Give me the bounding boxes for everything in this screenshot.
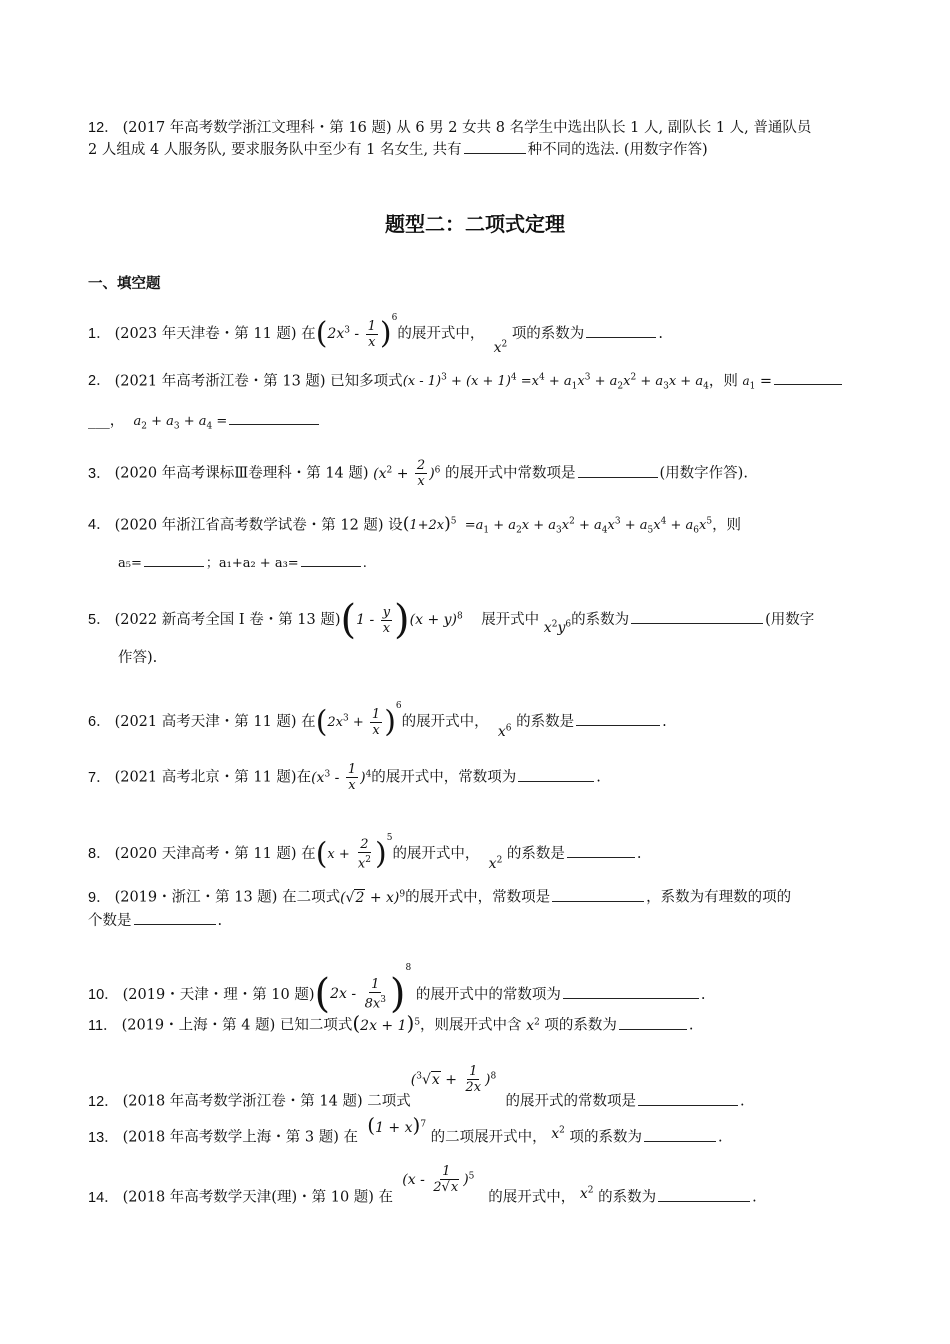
problem-text: a₅=: [118, 556, 142, 571]
problem-number: 5．: [88, 612, 111, 628]
problem-13: [88, 1112, 723, 1148]
problem-number: 4．: [88, 517, 111, 534]
problem-6: [88, 696, 667, 738]
problem-source: (2018 年高考数学浙江卷・第 14 题) 二项式: [122, 1093, 411, 1110]
math-expression: $(1+2x)^5 =a_1 + a_2x + a_3x^2 + a_4x^3 + a_5x^4 + a_6x^5$: [402, 514, 713, 536]
problem-text: .: [217, 913, 223, 929]
answer-blank[interactable]: [229, 410, 319, 425]
problem-number: 8．: [88, 846, 111, 862]
math-term: $a_2 + a_3 + a_4$ =: [133, 414, 228, 432]
problem-source: (2020 年高考课标Ⅲ卷理科・第 14 题): [114, 465, 369, 482]
math-expression: ($x^2$ + $\frac{2}{x}$ )$^6$: [373, 458, 441, 489]
problem-number: 1．: [88, 326, 111, 342]
math-term: $x^2$: [493, 339, 508, 356]
problem-text: 的展开式的常数项是: [505, 1093, 636, 1110]
problem-source: (2019・浙江・第 13 题) 在二项式: [114, 889, 341, 906]
answer-blank[interactable]: [134, 910, 216, 925]
problem-source: (2023 年天津卷・第 11 题) 在: [114, 326, 316, 342]
answer-blank[interactable]: [464, 139, 526, 154]
problem-1: [88, 308, 663, 356]
problem-text: ，则: [708, 373, 738, 390]
math-expression: $(2x + 1)^5$: [352, 1010, 421, 1035]
problem-text: (用数字作答).: [659, 465, 748, 482]
math-expression: (1 - $\frac{y}{x}$ )$(x + y)^8$: [340, 597, 463, 643]
math-expression: ($^3$√x + $\frac{1}{2x}$ )$^8$: [410, 1064, 497, 1095]
problem-5: [88, 597, 815, 643]
problem-text: .: [662, 714, 667, 730]
problem-2: 2． (2021 年高考浙江卷・第 13 题) 已知多项式$(x - 1)^3 + (x + 1)^4 =x^4 + a_1x^3 + a_2x^2 + a_3x + a_4$，则 $a_1$ =: [88, 368, 844, 397]
problem-number: 10．: [88, 987, 119, 1003]
problem-source: (2022 新高考全国 I 卷・第 13 题): [114, 612, 341, 628]
problem-source: (2018 年高考数学天津(理)・第 10 题) 在: [122, 1189, 394, 1206]
problem-text: 的系数为: [598, 1189, 657, 1206]
problem-source: (2021 年高考浙江卷・第 13 题) 已知多项式: [114, 373, 403, 390]
math-expression: $(√2 + x)^9$: [340, 889, 406, 906]
problem-14: [88, 1164, 757, 1213]
problem-4-line-2: [118, 552, 367, 574]
problem-number: 3．: [88, 465, 111, 482]
problem-text: .: [739, 1093, 745, 1110]
problem-source: (2019・天津・理・第 10 题): [122, 987, 315, 1003]
problem-text: 展开式中: [481, 612, 540, 628]
math-expression: $(1 + x)^7$: [367, 1112, 427, 1137]
subsection-heading: 一、填空题: [88, 276, 161, 292]
problem-text: .: [362, 556, 367, 571]
problem-text: (用数字: [765, 612, 815, 628]
problem-9-line-2: [88, 910, 222, 931]
section-title: 题型二：二项式定理: [385, 212, 565, 236]
problem-5-line-2: [118, 648, 157, 668]
problem-text: 的展开式中，: [401, 714, 489, 730]
problem-source: (2020 天津高考・第 11 题) 在: [114, 846, 316, 862]
problem-number: 11．: [88, 1017, 118, 1034]
problem-3: [88, 458, 748, 489]
problem-text: .: [752, 1189, 757, 1206]
answer-blank[interactable]: [563, 984, 699, 999]
problem-text: ；a₁+a₂ + a₃=: [205, 556, 299, 571]
problem-text: 的展开式中，: [397, 326, 485, 342]
prev-problem-text-1: (2017 年高考数学浙江文理科・第 16 题) 从 6 男 2 女共 8 名学生中选出队长 1 人, 副队长 1 人, 普通队员: [122, 120, 812, 136]
answer-blank[interactable]: [658, 1187, 750, 1202]
answer-blank[interactable]: [619, 1015, 687, 1030]
problem-number: 2．: [88, 373, 111, 390]
problem-number: 9．: [88, 889, 111, 906]
answer-blank[interactable]: [518, 767, 594, 782]
problem-text: 的展开式中，常数项为: [371, 769, 517, 786]
problem-text: 在: [296, 769, 312, 786]
math-term: $x^2$: [488, 855, 503, 872]
answer-blank[interactable]: [644, 1127, 716, 1142]
problem-text: 的系数是: [516, 714, 575, 730]
problem-text: ，系数为有理数的项的: [646, 889, 792, 906]
problem-number: 13．: [88, 1129, 119, 1146]
problem-text: 的展开式中，: [488, 1189, 576, 1206]
problem-number: 7．: [88, 769, 111, 786]
math-expression: ($2x^3$ - $\frac{1}{x}$ )$^6$: [315, 313, 398, 351]
answer-blank[interactable]: [578, 463, 658, 478]
answer-blank[interactable]: [586, 323, 656, 338]
math-expression: (2x - $\frac{1}{8x^3}$ )$^8$: [314, 963, 412, 1017]
math-expression: $(x - 1)^3 + (x + 1)^4 =x^4 + a_1x^3 + a_2x^2 + a_3x + a_4$: [402, 373, 709, 392]
problem-number: 14．: [88, 1189, 119, 1206]
math-expression: ($x^3$ - $\frac{1}{x}$ )$^4$: [311, 762, 372, 793]
answer-blank[interactable]: [576, 711, 660, 726]
problem-7: [88, 762, 601, 793]
answer-blank[interactable]: [631, 609, 763, 624]
problem-source: (2021 高考北京・第 11 题): [114, 769, 297, 786]
problem-text: .: [596, 769, 601, 786]
problem-text: .: [688, 1017, 694, 1034]
problem-text: .: [700, 987, 706, 1003]
prev-problem-text-2a: 2 人组成 4 人服务队, 要求服务队中至少有 1 名女生, 共有: [88, 142, 462, 158]
problem-source: (2020 年浙江省高考数学试卷・第 12 题) 设: [114, 517, 403, 534]
problem-source: (2018 年高考数学上海・第 3 题) 在: [122, 1129, 359, 1146]
problem-number: 12．: [88, 1093, 119, 1110]
math-term: $x^6$: [497, 723, 512, 740]
problem-text: .: [658, 326, 663, 342]
problem-source: (2021 高考天津・第 11 题) 在: [114, 714, 316, 730]
math-term: $x^2$: [526, 1017, 540, 1034]
math-term: $x^2$: [579, 1184, 594, 1202]
problem-text: 的系数是: [506, 846, 565, 862]
answer-blank[interactable]: [144, 552, 204, 567]
answer-blank[interactable]: [774, 370, 842, 385]
math-term: $x^2y^6$: [543, 619, 572, 636]
problem-text: 个数是: [88, 913, 132, 929]
problem-11: [88, 1012, 694, 1036]
math-expression: (x - $\frac{1}{2√x}$ )$^5$: [402, 1164, 475, 1195]
problem-text: 的系数为: [571, 612, 630, 628]
problem-text: ___，: [88, 413, 125, 429]
answer-blank[interactable]: [567, 843, 635, 858]
problem-text: ，则: [712, 517, 742, 534]
problem-text: 项的系数为: [569, 1129, 643, 1146]
problem-number: 6．: [88, 714, 111, 730]
problem-text: 项的系数为: [544, 1017, 617, 1034]
math-expression: (x + $\frac{2}{x^2}$ )$^5$: [315, 833, 393, 872]
answer-blank[interactable]: [552, 887, 644, 902]
problem-text: 的展开式中，常数项是: [405, 889, 551, 906]
problem-text: ，则展开式中含: [420, 1017, 522, 1034]
prev-problem-number: 12．: [88, 120, 119, 136]
math-term: $a_1$: [742, 374, 756, 392]
problem-9: [88, 884, 791, 908]
problem-2-line-2: [88, 410, 321, 437]
problem-text: 的展开式中，: [392, 846, 480, 862]
problem-text: 的展开式中常数项是: [445, 465, 576, 482]
problem-source: (2019・上海・第 4 题) 已知二项式: [121, 1017, 353, 1034]
answer-blank[interactable]: [638, 1091, 738, 1106]
answer-blank[interactable]: [301, 552, 361, 567]
problem-text: 的二项展开式中，: [430, 1129, 547, 1146]
math-expression: ($2x^3$ + $\frac{1}{x}$ )$^6$: [315, 701, 402, 740]
problem-8: [88, 828, 642, 872]
math-term: $x^2$: [551, 1125, 565, 1142]
prev-problem-line-1: [88, 118, 811, 138]
problem-text: .: [636, 846, 642, 862]
problem-text: 的展开式中的常数项为: [415, 987, 561, 1003]
problem-text: .: [718, 1129, 723, 1146]
prev-problem-text-2b: 种不同的选法. (用数字作答): [527, 142, 708, 158]
prev-problem-line-2: [88, 139, 708, 160]
problem-text: 项的系数为: [511, 326, 585, 342]
problem-text: 作答).: [118, 650, 158, 666]
problem-4: [88, 512, 741, 541]
